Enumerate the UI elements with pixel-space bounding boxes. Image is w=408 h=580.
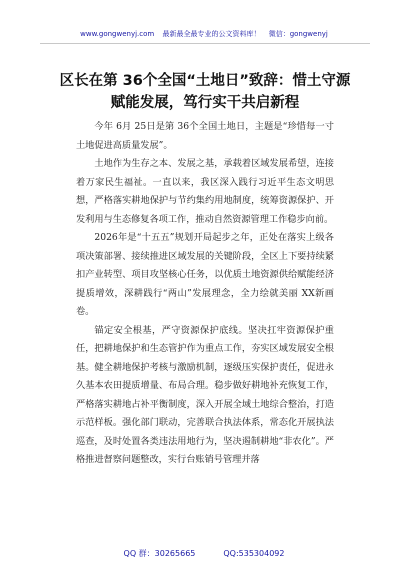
page-footer — [0, 548, 408, 559]
header-tagline: 最新最全最专业的公文资料库！ — [162, 30, 261, 38]
paragraph: 2026年是“十五五”规划开局起步之年，正处在落实上级各项决策部署、接续推进区域发展的关键阶段，全区上下要持续紧扣产业转型、项目攻坚核心任务，以优质土地资源供给赋能经济提质增效，深耕践行“两山”发展理念，全力绘就美丽 XX新画卷。 — [76, 232, 334, 317]
footer-qq: QQ:535304092 — [223, 549, 285, 558]
header-divider — [40, 43, 370, 44]
document-body — [76, 118, 334, 470]
header-site-url[interactable]: www.gongwenyj.com — [80, 30, 155, 38]
paragraph: 土地作为生存之本、发展之基，承载着区域发展希望，连接着万家民生福祉。一直以来，我区深入践行习近平生态文明思想，严格落实耕地保护与节约集约用地制度，统筹资源保护、开发利用与生态修复各项工作，推动自然资源管理工作稳步向前。 — [76, 158, 334, 225]
document-title: 区长在第 36个全国“土地日”致辞：惜土守源赋能发展，笃行实干共启新程 — [59, 73, 351, 111]
paragraph: 锚定安全根基，严守资源保护底线。坚决扛牢资源保护重任，把耕地保护和生态管护作为重点工作，夯实区域发展安全根基。健全耕地保护考核与激励机制，逐级压实保护责任，促进永久基本农田提质增量、布局合理。稳步做好耕地补充恢复工作，严格落实耕地占补平衡制度，深入开展全域土地综合整治，打造示范样板。强化部门联动，完善联合执法体系，常态化开展执法巡查，及时处置各类违法用地行为，坚决遏制耕地“非农化”。严格推进督察问题整改，实行台账销号管理并落 — [76, 324, 334, 465]
header-wechat: 微信：gongwenyj — [268, 30, 328, 38]
paragraph: 今年 6月 25日是第 36个全国土地日，主题是“珍惜每一寸土地促进高质量发展”。 — [76, 121, 334, 151]
page-header — [70, 29, 338, 39]
footer-qq-group: QQ 群：30265665 — [123, 549, 196, 558]
